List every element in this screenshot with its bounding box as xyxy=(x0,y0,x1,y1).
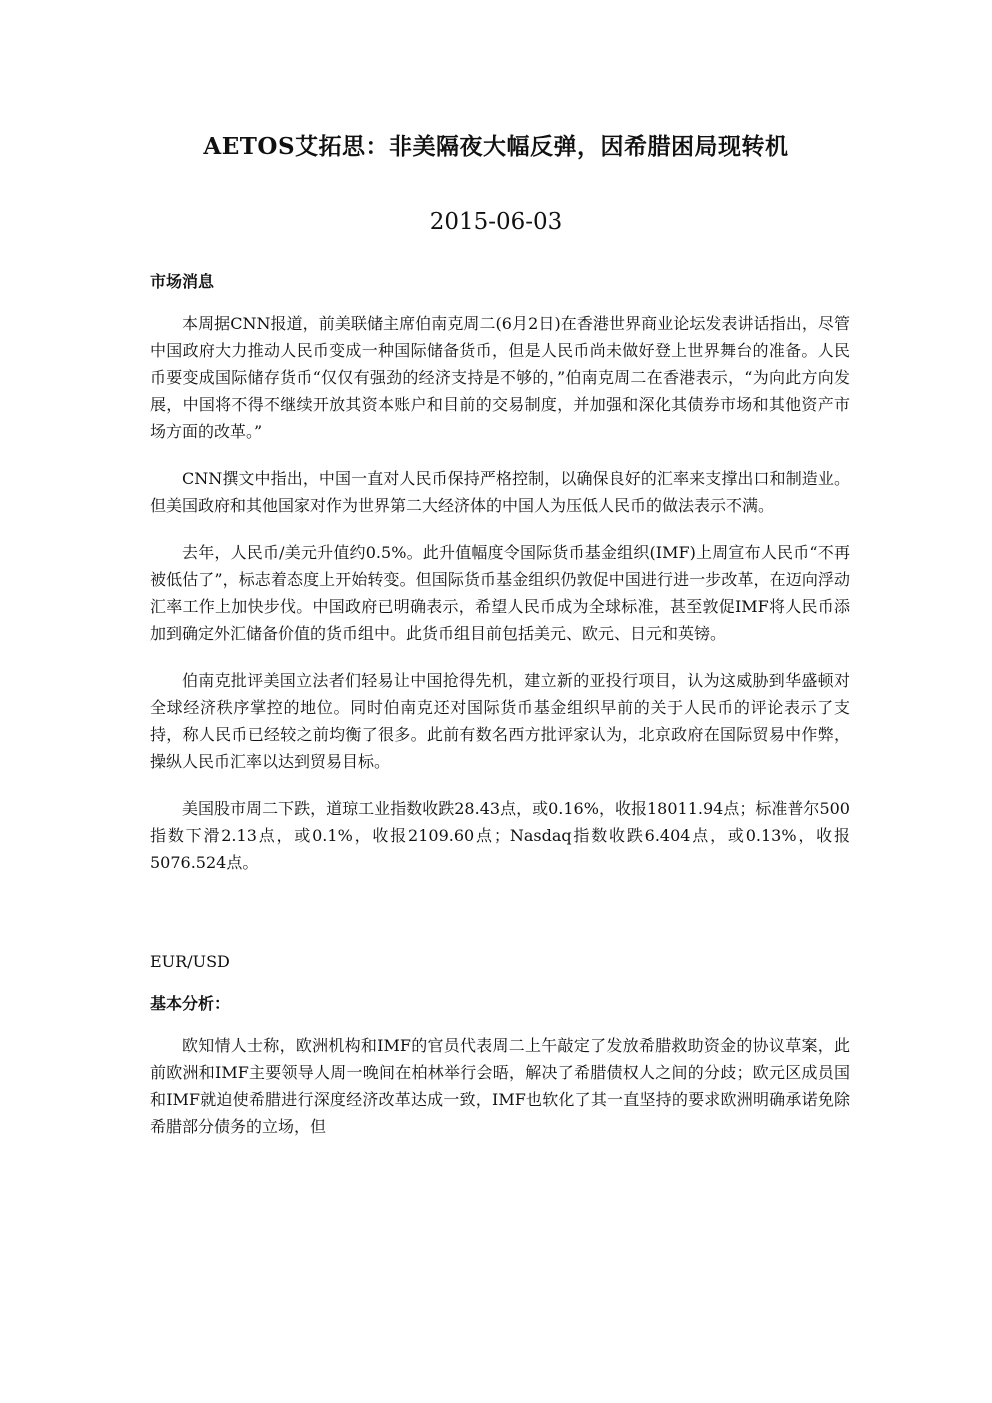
document-title: AETOS艾拓思：非美隔夜大幅反弹，因希腊困局现转机 xyxy=(203,133,789,160)
paragraph: 欧知情人士称，欧洲机构和IMF的官员代表周二上午敲定了发放希腊救助资金的协议草案，此前欧洲和IMF主要领导人周一晚间在柏林举行会晤，解决了希腊债权人之间的分歧；欧元区成员国和IMF就迫使希腊进行深度经济改革达成一致，IMF也软化了其一直坚持的要求欧洲明确承诺免除希腊部分债务的立场，但 xyxy=(150,1036,850,1136)
paragraph: 去年，人民币/美元升值约0.5%。此升值幅度令国际货币基金组织(IMF)上周宣布人民币“不再被低估了”，标志着态度上开始转变。但国际货币基金组织仍敦促中国进行进一步改革，在迈向浮动汇率工作上加快步伐。中国政府已明确表示，希望人民币成为全球标准，甚至敦促IMF将人民币添加到确定外汇储备价值的货币组中。此货币组目前包括美元、欧元、日元和英镑。 xyxy=(150,543,850,643)
document-body xyxy=(150,268,850,1140)
section-label-eurusd: EUR/USD xyxy=(150,952,230,971)
paragraph: 本周据CNN报道，前美联储主席伯南克周二(6月2日)在香港世界商业论坛发表讲话指出，尽管中国政府大力推动人民币变成一种国际储备货币，但是人民币尚未做好登上世界舞台的准备。人民币要变成国际储存货币“仅仅有强劲的经济支持是不够的，”伯南克周二在香港表示，“为向此方向发展，中国将不得不继续开放其资本账户和目前的交易制度，并加强和深化其债券市场和其他资产市场方面的改革。” xyxy=(150,314,850,441)
paragraph: 美国股市周二下跌，道琼工业指数收跌28.43点，或0.16%，收报18011.94点；标准普尔500指数下滑2.13点，或0.1%，收报2109.60点；Nasdaq指数收跌6.404点，或0.13%，收报5076.524点。 xyxy=(150,799,850,872)
document-date: 2015-06-03 xyxy=(429,209,563,235)
section-heading-market-news: 市场消息 xyxy=(150,272,215,291)
paragraph: 伯南克批评美国立法者们轻易让中国抢得先机，建立新的亚投行项目，认为这威胁到华盛顿对全球经济秩序掌控的地位。同时伯南克还对国际货币基金组织早前的关于人民币的评论表示了支持，称人民币已经较之前均衡了很多。此前有数名西方批评家认为，北京政府在国际贸易中作弊，操纵人民币汇率以达到贸易目标。 xyxy=(150,671,850,771)
section-heading-fundamental-analysis: 基本分析： xyxy=(150,994,231,1013)
paragraph: CNN撰文中指出，中国一直对人民币保持严格控制，以确保良好的汇率来支撑出口和制造业。但美国政府和其他国家对作为世界第二大经济体的中国人为压低人民币的做法表示不满。 xyxy=(150,469,850,515)
